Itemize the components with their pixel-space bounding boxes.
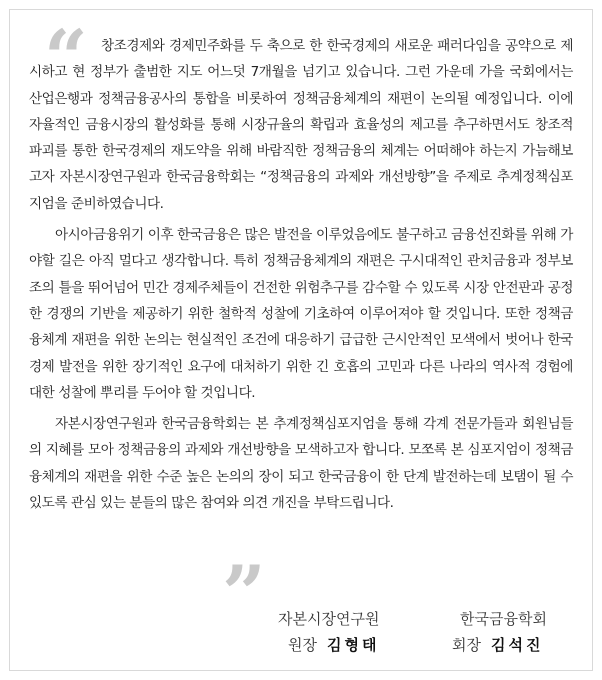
- signature-2: [452, 634, 543, 655]
- signature-2-title: 회장: [452, 636, 481, 654]
- signature-1-org: 자본시장연구원: [278, 610, 380, 628]
- paragraph-3: 자본시장연구원과 한국금융학회는 본 추계정책심포지엄을 통해 각계 전문가들과 회원님들의 지혜를 모아 정책금융의 과제와 개선방향을 모색하고자 합니다. 모쪼록 본 심포지엄이 정책금융체계의 재편을 위한 수준 높은 논의의 장이 되고 한국금융이 한 단계 발전하는데 보탬이 될 수 있도록 관심 있는 분들의 많은 참여와 의견 개진을 부탁드립니다.: [29, 416, 573, 512]
- signature-2-name: 김석진: [490, 636, 544, 654]
- paragraph-2: 아시아금융위기 이후 한국금융은 많은 발전을 이루었음에도 불구하고 금융선진화를 위해 가야할 길은 아직 멀다고 생각합니다. 특히 정책금융체계의 재편은 구시대적인 관치금융과 정부보조의 틀을 뛰어넘어 민간 경제주체들이 건전한 위험추구를 감수할 수 있도록 시장 안전판과 공정한 경쟁의 기반을 제공하기 위한 철학적 성찰에 기초하여 이루어져야 할 것입니다. 또한 정책금융체계 재편을 위한 논의는 현실적인 조건에 대응하기 급급한 근시안적인 모색에서 벗어나 한국경제 발전을 위한 장기적인 요구에 대처하기 위한 긴 호흡의 고민과 다른 나라의 역사적 경험에 대한 성찰에 뿌리를 두어야 할 것입니다.: [29, 227, 573, 401]
- letter-body: [29, 33, 573, 521]
- signature-1-title: 원장: [288, 636, 317, 654]
- open-quote-icon: “: [44, 13, 82, 102]
- signature-1: [288, 634, 379, 655]
- signature-2-org: 한국금융학회: [460, 610, 547, 628]
- close-quote-icon: ”: [222, 549, 260, 638]
- signature-1-name: 김형태: [326, 636, 380, 654]
- paragraph-1: 창조경제와 경제민주화를 두 축으로 한 한국경제의 새로운 패러다임을 공약으로 제시하고 현 정부가 출범한 지도 어느덧 7개월을 넘기고 있습니다. 그런 가운데 가을 국회에서는 산업은행과 정책금융공사의 통합을 비롯하여 정책금융체계의 재편이 논의될 예정입니다. 이에 자율적인 금융시장의 활성화를 통해 시장규율의 확립과 효율성의 제고를 추구하면서도 창조적 파괴를 통한 한국경제의 재도약을 위해 바람직한 정책금융의 체계는 어떠해야 하는지 가늠해보고자 자본시장연구원과 한국금융학회는 “정책금융의 과제와 개선방향”을 주제로 추계정책심포지엄을 준비하였습니다.: [29, 38, 573, 212]
